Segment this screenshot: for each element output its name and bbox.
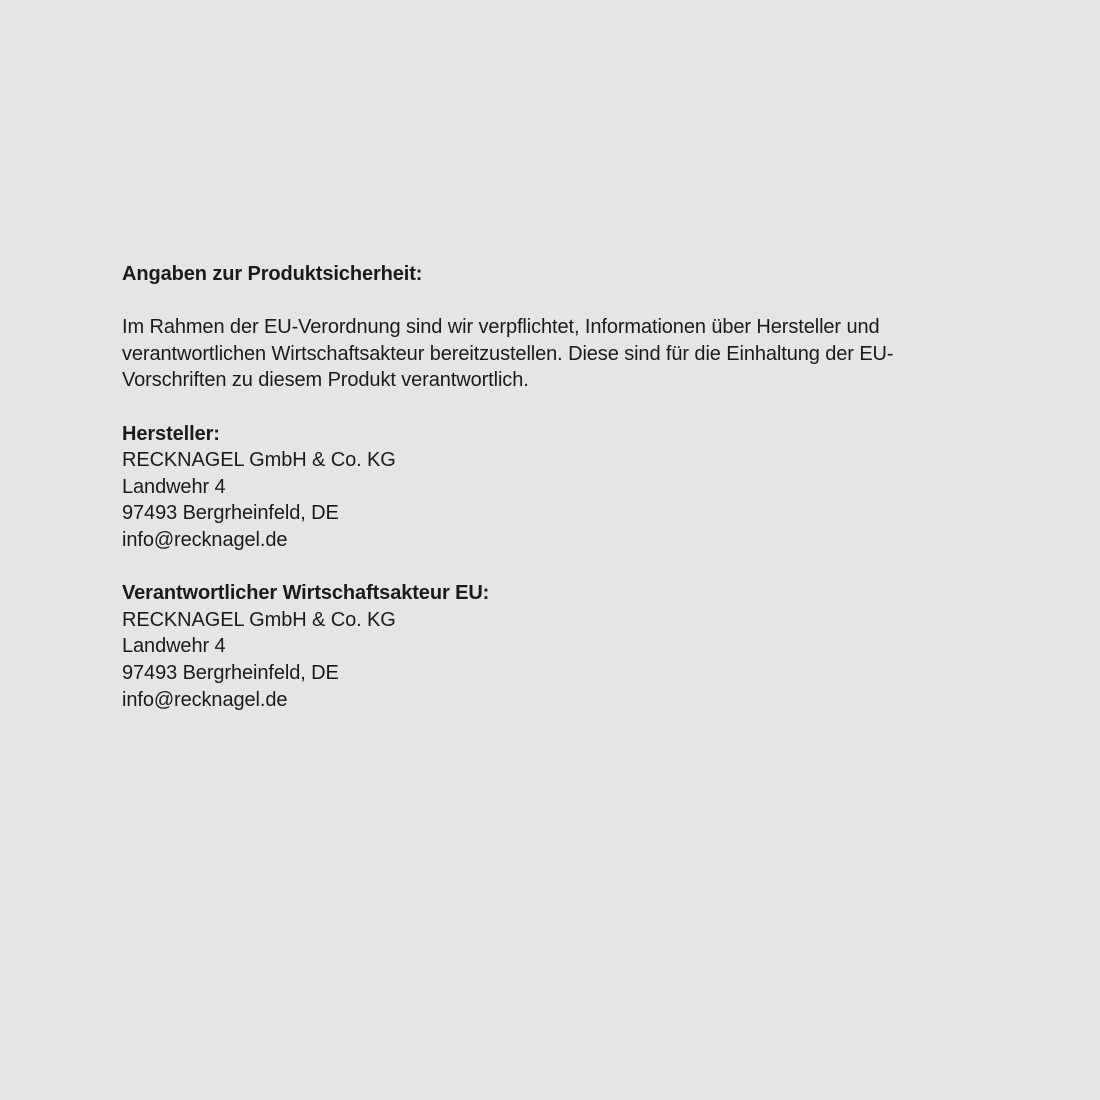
manufacturer-email: info@recknagel.de bbox=[122, 528, 288, 551]
manufacturer-city: 97493 Bergrheinfeld, DE bbox=[122, 502, 339, 525]
manufacturer-street: Landwehr 4 bbox=[122, 475, 226, 498]
product-safety-section bbox=[122, 261, 974, 713]
manufacturer-label: Hersteller: bbox=[122, 422, 220, 445]
responsible-actor-company-name: RECKNAGEL GmbH & Co. KG bbox=[122, 608, 396, 631]
manufacturer-company-name: RECKNAGEL GmbH & Co. KG bbox=[122, 449, 396, 472]
responsible-actor-label: Verantwortlicher Wirtschaftsakteur EU: bbox=[122, 582, 490, 605]
responsible-actor-block bbox=[122, 580, 974, 713]
product-safety-heading: Angaben zur Produktsicherheit: bbox=[122, 263, 423, 285]
product-safety-intro-text: Im Rahmen der EU-Verordnung sind wir verpflichtet, Informationen über Hersteller und verantwortlichen Wirtschaftsakteur bereitzustellen. Diese sind für die Einhaltung der EU-Vorschriften zu diesem Produkt verantwortlich. bbox=[122, 316, 894, 392]
responsible-actor-email: info@recknagel.de bbox=[122, 688, 288, 711]
responsible-actor-street: Landwehr 4 bbox=[122, 635, 226, 658]
manufacturer-block bbox=[122, 421, 974, 554]
responsible-actor-city: 97493 Bergrheinfeld, DE bbox=[122, 661, 339, 684]
